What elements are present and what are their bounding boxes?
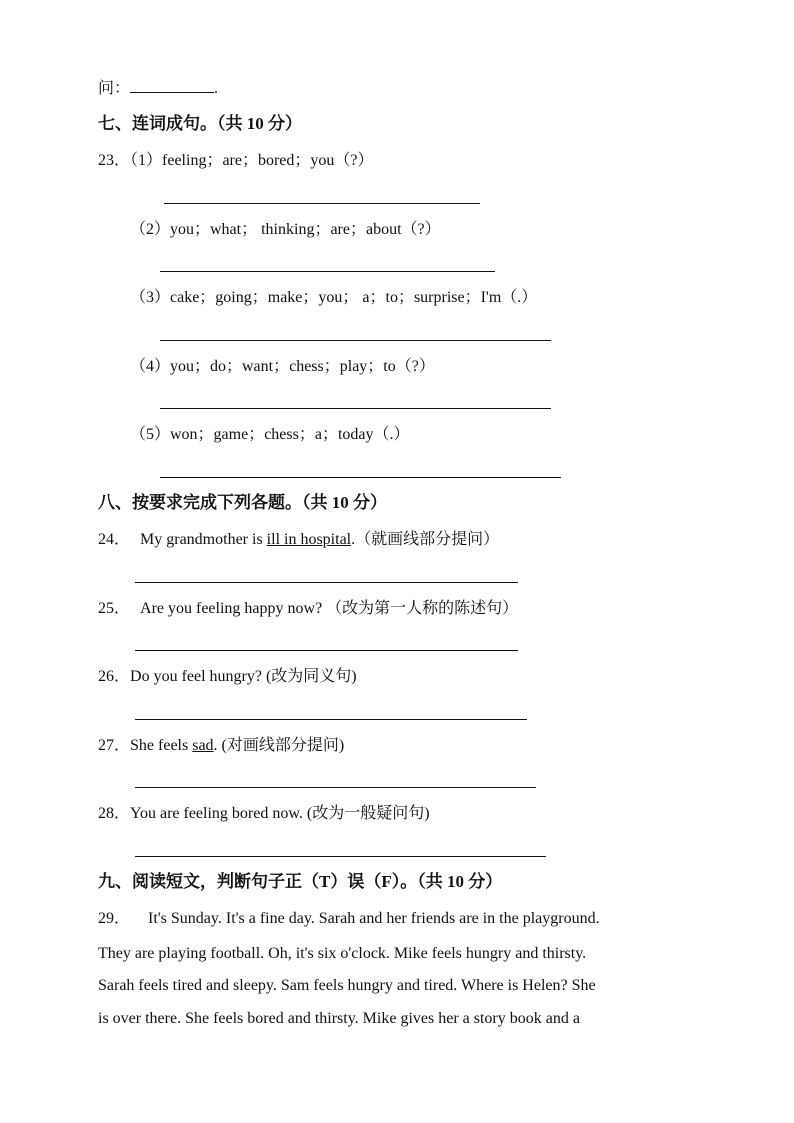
question-23-item-2: （2）you；what； thinking；are；about（?） — [130, 221, 441, 238]
question-25: 25． Are you feeling happy now? （改为第一人称的陈述句） — [98, 600, 519, 617]
top-answer-line: 问： . — [98, 80, 219, 97]
question-24: 24． My grandmother is ill in hospital.（就画线部分提问） — [98, 531, 500, 548]
passage-line-2: They are playing football. Oh, it's six o'clock. Mike feels hungry and thirsty. — [98, 945, 587, 962]
question-number: 24． — [98, 531, 131, 548]
section-9-heading: 九、阅读短文，判断句子正（T）误（F）。（共 10 分） — [98, 872, 503, 891]
question-23-item-1 — [98, 151, 374, 171]
answer-line-26[interactable] — [135, 719, 527, 720]
question-number: 27． — [98, 737, 131, 754]
question-number: 23． — [98, 152, 131, 169]
question-number: 26． — [98, 668, 131, 685]
question-23-item-3: （3）cake；going；make；you； a；to；surprise；I'm（.） — [130, 289, 538, 306]
answer-line-24[interactable] — [135, 582, 518, 583]
question-number: 25． — [98, 600, 131, 617]
answer-line-23-2[interactable] — [160, 271, 495, 272]
passage-line-1: 29． It's Sunday. It's a fine day. Sarah and her friends are in the playground. — [98, 910, 600, 927]
answer-line-23-5[interactable] — [160, 477, 561, 478]
answer-blank[interactable] — [130, 78, 214, 93]
question-28: 28．You are feeling bored now. (改为一般疑问句) — [98, 805, 430, 822]
answer-line-25[interactable] — [135, 650, 518, 651]
passage-line-3: Sarah feels tired and sleepy. Sam feels hungry and tired. Where is Helen? She — [98, 977, 596, 994]
answer-line-23-1[interactable] — [164, 203, 480, 204]
answer-line-27[interactable] — [135, 787, 536, 788]
question-26: 26．Do you feel hungry? (改为同义句) — [98, 668, 357, 685]
item-text: （1）feeling；are；bored；you（?） — [130, 152, 374, 169]
answer-line-23-3[interactable] — [160, 340, 551, 341]
section-8-heading: 八、按要求完成下列各题。（共 10 分） — [98, 493, 387, 512]
section-7-heading: 七、连词成句。（共 10 分） — [98, 114, 302, 133]
question-number: 29． — [98, 910, 131, 927]
question-number: 28． — [98, 805, 131, 822]
answer-line-23-4[interactable] — [160, 408, 551, 409]
question-23-item-5: （5）won；game；chess；a；today（.） — [130, 426, 410, 443]
question-prompt: 问： — [98, 80, 131, 97]
underlined-word: sad — [192, 737, 214, 754]
underlined-phrase: ill in hospital — [266, 531, 352, 548]
question-23-item-4: （4）you；do；want；chess；play；to（?） — [130, 358, 435, 375]
passage-line-4: is over there. She feels bored and thirsty. Mike gives her a story book and a — [98, 1010, 580, 1027]
question-27: 27．She feels sad. (对画线部分提问) — [98, 737, 345, 754]
answer-line-28[interactable] — [135, 856, 546, 857]
